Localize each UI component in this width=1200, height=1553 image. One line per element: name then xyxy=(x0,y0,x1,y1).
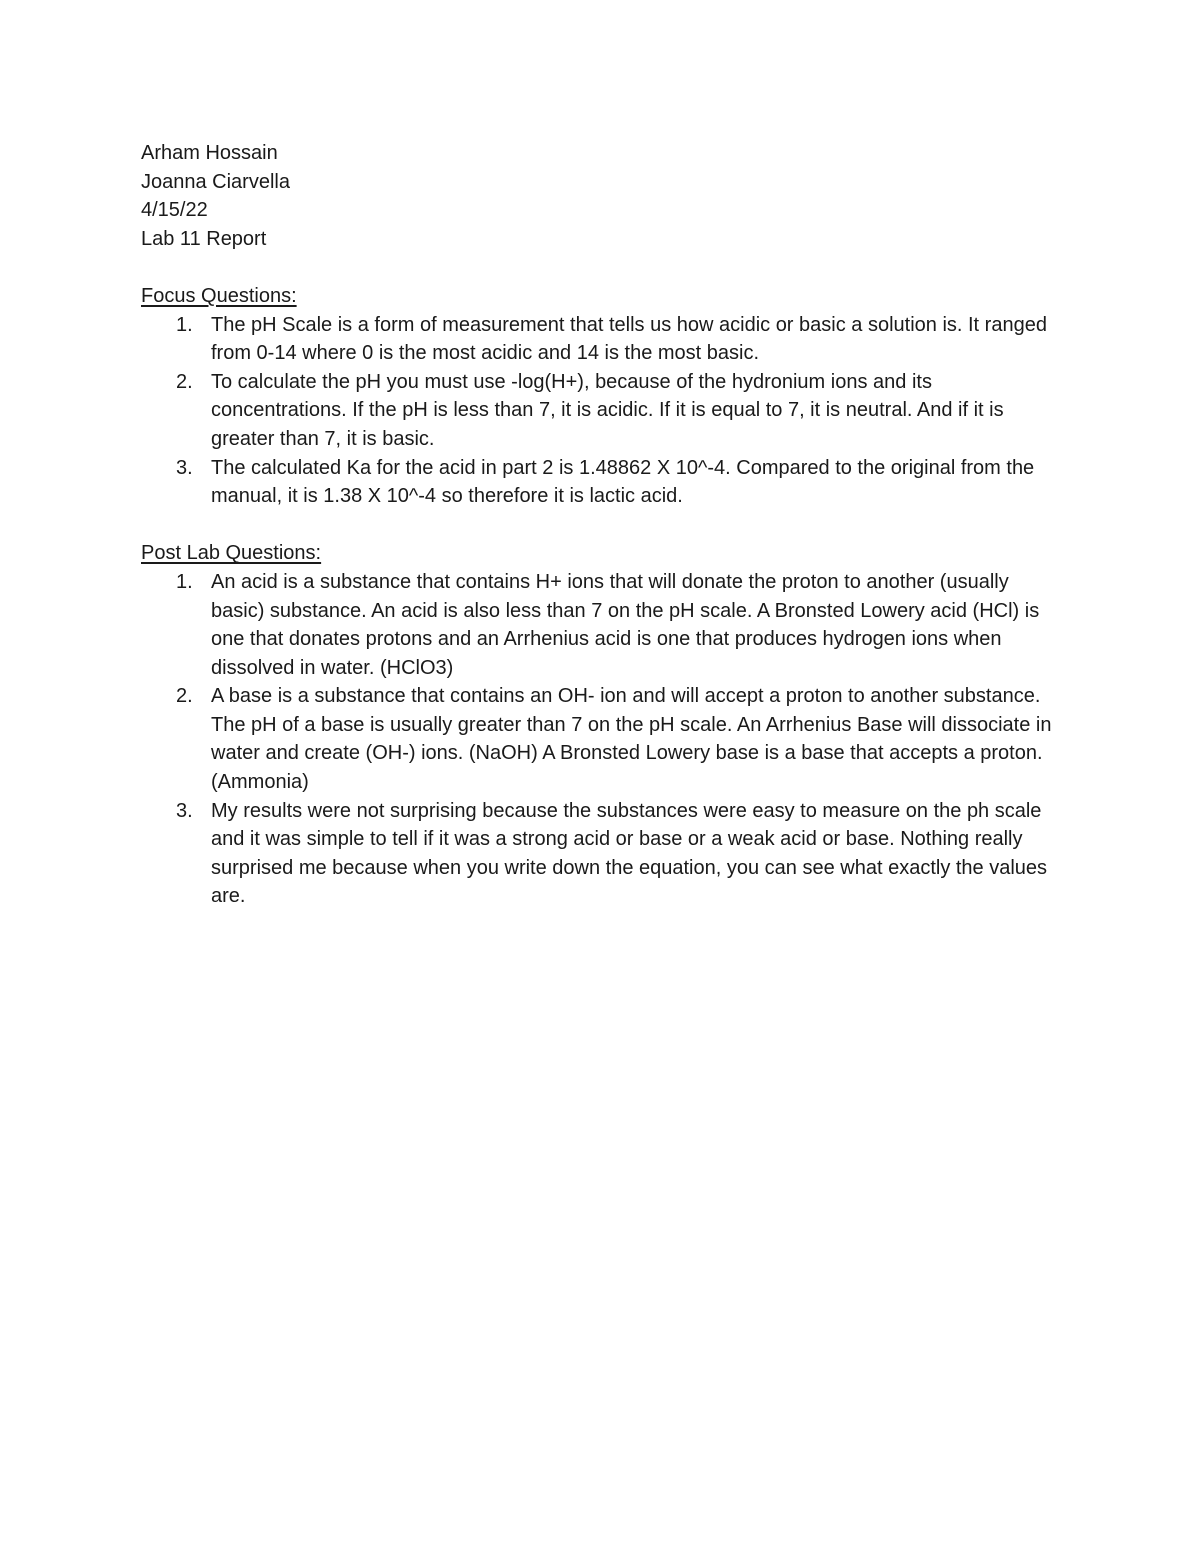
list-item-text: The pH Scale is a form of measurement that tells us how acidic or basic a solution is. It ranged from 0-14 where 0 is the most acidic and 14 is the most basic. xyxy=(211,313,1047,365)
post-lab-questions-heading: Post Lab Questions: xyxy=(141,542,322,565)
focus-question-item xyxy=(141,311,1061,368)
post-lab-question-item xyxy=(141,797,1061,911)
list-number: 1. xyxy=(176,313,193,336)
focus-questions-heading: Focus Questions: xyxy=(141,284,297,307)
list-number: 2. xyxy=(176,685,193,708)
list-number: 2. xyxy=(176,370,193,393)
focus-questions-list xyxy=(141,311,1061,511)
post-lab-question-item xyxy=(141,682,1061,796)
list-item-text: To calculate the pH you must use -log(H+), because of the hydronium ions and its concentrations. If the pH is less than 7, it is acidic. If it is equal to 7, it is neutral. And if it is greater than 7, it is basic. xyxy=(211,370,1004,450)
report-date: 4/15/22 xyxy=(141,199,208,222)
blank-line xyxy=(141,253,1061,282)
post-lab-question-item xyxy=(141,568,1061,682)
document-page xyxy=(141,139,1061,911)
report-title: Lab 11 Report xyxy=(141,227,267,250)
focus-question-item xyxy=(141,454,1061,511)
list-item-text: A base is a substance that contains an OH- ion and will accept a proton to another substance. The pH of a base is usually greater than 7 on the pH scale. An Arrhenius Base will dissociate in water and create (OH-) ions. (NaOH) A Bronsted Lowery base is a base that accepts a proton. (Ammonia) xyxy=(211,685,1052,794)
student-name: Arham Hossain xyxy=(141,142,278,164)
list-item-text: An acid is a substance that contains H+ ions that will donate the proton to another (usually basic) substance. An acid is also less than 7 on the pH scale. A Bronsted Lowery acid (HCl) is one that donates protons and an Arrhenius acid is one that produces hydrogen ions when dissolved in water. (HClO3) xyxy=(211,570,1040,679)
list-item-text: My results were not surprising because the substances were easy to measure on the ph scale and it was simple to tell if it was a strong acid or base or a weak acid or base. Nothing really surprised me because when you write down the equation, you can see what exactly the values are. xyxy=(211,799,1048,908)
list-item-text: The calculated Ka for the acid in part 2 is 1.48862 X 10^-4. Compared to the original from the manual, it is 1.38 X 10^-4 so therefore it is lactic acid. xyxy=(211,456,1035,508)
list-number: 3. xyxy=(176,799,193,822)
list-number: 1. xyxy=(176,570,193,593)
instructor-name: Joanna Ciarvella xyxy=(141,170,290,193)
post-lab-questions-list xyxy=(141,568,1061,911)
blank-line xyxy=(141,511,1061,540)
list-number: 3. xyxy=(176,456,193,479)
focus-question-item xyxy=(141,368,1061,454)
